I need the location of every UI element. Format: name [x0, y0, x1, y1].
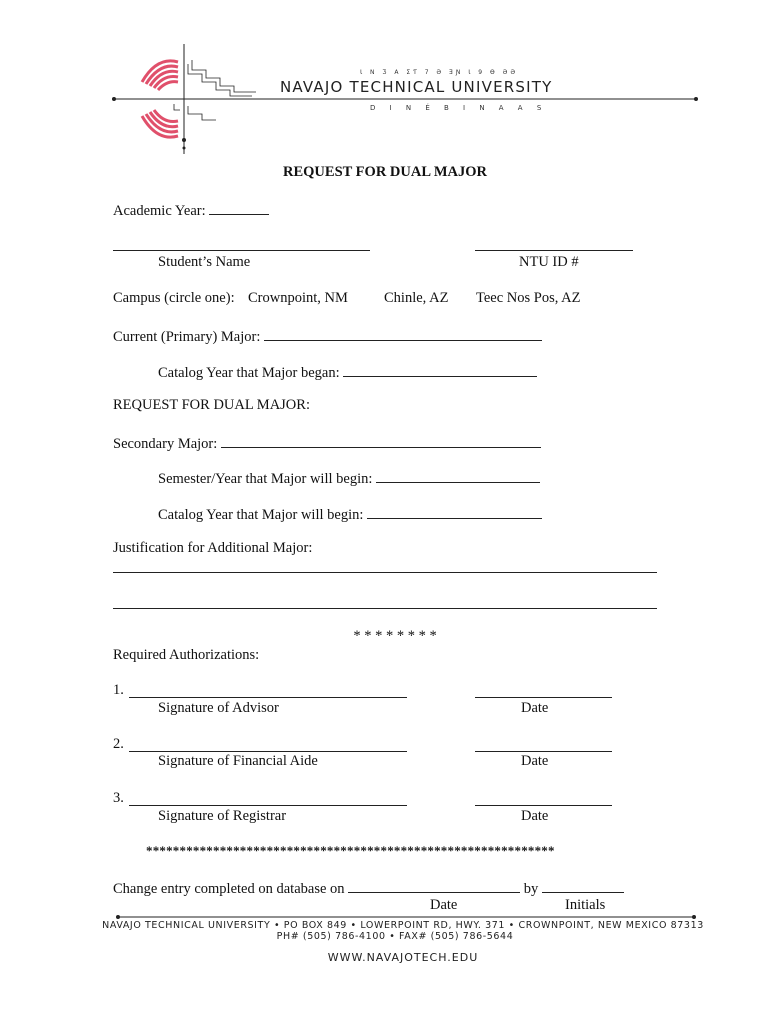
student-name-label: Student’s Name	[158, 254, 251, 270]
logo-tagline-bottom: D I N É B I N A A S	[370, 104, 548, 112]
ntu-id-field[interactable]	[475, 250, 633, 251]
advisor-signature-field[interactable]	[129, 697, 407, 698]
advisor-date-label: Date	[521, 700, 549, 716]
campus-option-crownpoint[interactable]: Crownpoint, NM	[248, 290, 348, 306]
by-label: by	[523, 881, 539, 897]
secondary-major-row	[113, 433, 541, 453]
academic-year-field[interactable]	[209, 200, 269, 215]
current-major-row	[113, 326, 542, 346]
academic-year-row	[113, 200, 269, 220]
change-entry-label: Change entry completed on database on	[113, 881, 345, 897]
secondary-major-field[interactable]	[221, 433, 541, 448]
current-major-label: Current (Primary) Major:	[113, 329, 261, 345]
campus-option-chinle[interactable]: Chinle, AZ	[384, 290, 449, 306]
catalog-year-will-begin-field[interactable]	[367, 504, 542, 519]
section-separator: * * * * * * * *	[353, 628, 437, 644]
signature-number: 2.	[113, 736, 124, 752]
catalog-year-began-label: Catalog Year that Major began:	[158, 365, 340, 381]
financial-aide-date-label: Date	[521, 753, 549, 769]
current-major-field[interactable]	[264, 326, 542, 341]
ntu-id-label: NTU ID #	[519, 254, 579, 270]
registrar-signature-field[interactable]	[129, 805, 407, 806]
justification-label: Justification for Additional Major:	[113, 540, 313, 556]
catalog-year-will-begin-label: Catalog Year that Major will begin:	[158, 507, 364, 523]
change-entry-row	[113, 878, 624, 898]
logo-tagline-top: Ɩ N Ʒ A ƩƬ 7 Ə ƎƝ Ɩ 9 Ɵ ƏƏ	[360, 69, 519, 76]
catalog-year-will-begin-row	[158, 504, 542, 524]
footer-phone: PH# (505) 786-4100 • FAX# (505) 786-5644	[276, 931, 514, 942]
catalog-year-began-field[interactable]	[343, 362, 537, 377]
secondary-major-label: Secondary Major:	[113, 436, 218, 452]
registrar-date-label: Date	[521, 808, 549, 824]
footer-address: NAVAJO TECHNICAL UNIVERSITY • PO BOX 849 • LOWERPOINT RD, HWY. 371 • CROWNPOINT, NEW MEXICO 87313	[102, 920, 704, 931]
change-entry-date-field[interactable]	[348, 878, 520, 893]
signature-number: 1.	[113, 682, 124, 698]
advisor-signature-label: Signature of Advisor	[158, 700, 279, 716]
form-title: REQUEST FOR DUAL MAJOR	[283, 164, 487, 180]
advisor-date-field[interactable]	[475, 697, 612, 698]
registrar-signature-label: Signature of Registrar	[158, 808, 287, 824]
request-heading: REQUEST FOR DUAL MAJOR:	[113, 397, 310, 413]
justification-line-2[interactable]	[113, 608, 657, 609]
change-entry-date-label: Date	[430, 897, 458, 913]
financial-aide-date-field[interactable]	[475, 751, 612, 752]
campus-option-teec-nos-pos[interactable]: Teec Nos Pos, AZ	[476, 290, 581, 306]
university-name: NAVAJO TECHNICAL UNIVERSITY	[280, 78, 553, 96]
asterisk-divider: *************************************************************	[146, 843, 555, 858]
change-entry-initials-field[interactable]	[542, 878, 624, 893]
campus-label: Campus (circle one):	[113, 290, 235, 306]
change-entry-initials-label: Initials	[565, 897, 606, 913]
semester-year-field[interactable]	[376, 468, 540, 483]
required-authorizations-label: Required Authorizations:	[113, 647, 260, 663]
catalog-year-began-row	[158, 362, 537, 382]
semester-year-row	[158, 468, 540, 488]
university-logo	[112, 44, 702, 156]
signature-number: 3.	[113, 790, 124, 806]
financial-aide-signature-label: Signature of Financial Aide	[158, 753, 318, 769]
student-name-field[interactable]	[113, 250, 370, 251]
semester-year-label: Semester/Year that Major will begin:	[158, 471, 373, 487]
footer-website[interactable]: WWW.NAVAJOTECH.EDU	[327, 951, 479, 964]
justification-line-1[interactable]	[113, 572, 657, 573]
financial-aide-signature-field[interactable]	[129, 751, 407, 752]
academic-year-label: Academic Year:	[113, 203, 206, 219]
registrar-date-field[interactable]	[475, 805, 612, 806]
